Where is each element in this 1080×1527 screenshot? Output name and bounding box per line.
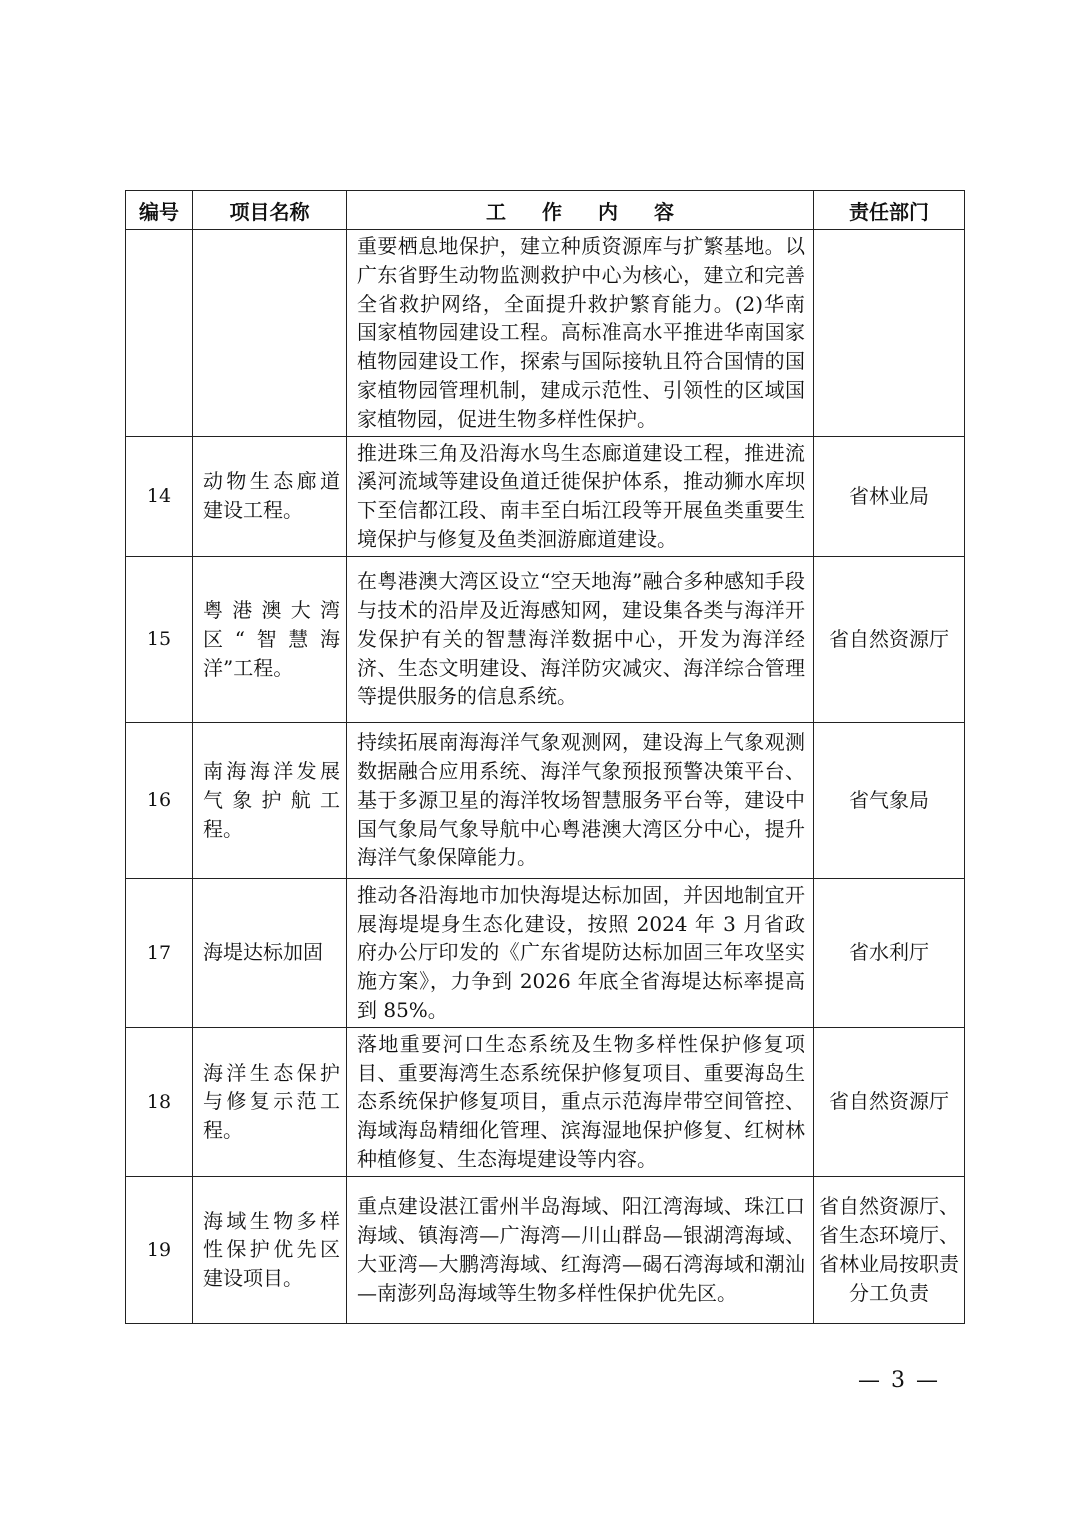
- header-no: 编号: [126, 191, 193, 230]
- table-row: [126, 436, 965, 556]
- row-number: [126, 230, 193, 437]
- header-name: 项目名称: [193, 191, 347, 230]
- row-number: 17: [126, 878, 193, 1027]
- header-content: 工作内容: [347, 191, 814, 230]
- header-dept: 责任部门: [814, 191, 965, 230]
- project-name: 动物生态廊道建设工程。: [193, 436, 347, 556]
- table-row: [126, 1176, 965, 1323]
- project-name: 南海海洋发展气象护航工程。: [193, 722, 347, 878]
- work-content: 重点建设湛江雷州半岛海域、阳江湾海域、珠江口海域、镇海湾—广海湾—川山群岛—银湖湾海域、大亚湾—大鹏湾海域、红海湾—碣石湾海域和潮汕—南澎列岛海域等生物多样性保护优先区。: [347, 1176, 814, 1323]
- project-name: 粤港澳大湾区“智慧海洋”工程。: [193, 556, 347, 722]
- work-content: 推动各沿海地市加快海堤达标加固，并因地制宜开展海堤堤身生态化建设，按照 2024 年 3 月省政府办公厅印发的《广东省堤防达标加固三年攻坚实施方案》，力争到 2026 年底全省海堤达标率提高到 85%。: [347, 878, 814, 1027]
- project-name: 海洋生态保护与修复示范工程。: [193, 1027, 347, 1176]
- responsible-dept: 省水利厅: [814, 878, 965, 1027]
- work-content: 落地重要河口生态系统及生物多样性保护修复项目、重要海湾生态系统保护修复项目、重要海岛生态系统保护修复项目，重点示范海岸带空间管控、海域海岛精细化管理、滨海湿地保护修复、红树林种植修复、生态海堤建设等内容。: [347, 1027, 814, 1176]
- row-number: 18: [126, 1027, 193, 1176]
- work-content: 持续拓展南海海洋气象观测网，建设海上气象观测数据融合应用系统、海洋气象预报预警决策平台、基于多源卫星的海洋牧场智慧服务平台等，建设中国气象局气象导航中心粤港澳大湾区分中心，提升海洋气象保障能力。: [347, 722, 814, 878]
- responsible-dept: 省自然资源厅、省生态环境厅、省林业局按职责分工负责: [814, 1176, 965, 1323]
- row-number: 16: [126, 722, 193, 878]
- responsible-dept: 省自然资源厅: [814, 1027, 965, 1176]
- project-table: [125, 190, 965, 1324]
- row-number: 14: [126, 436, 193, 556]
- page-number: — 3 —: [858, 1368, 940, 1393]
- work-content: 推进珠三角及沿海水鸟生态廊道建设工程，推进流溪河流域等建设鱼道迁徙保护体系，推动狮水库坝下至信都江段、南丰至白垢江段等开展鱼类重要生境保护与修复及鱼类洄游廊道建设。: [347, 436, 814, 556]
- work-content: 重要栖息地保护，建立种质资源库与扩繁基地。以广东省野生动物监测救护中心为核心，建立和完善全省救护网络，全面提升救护繁育能力。(2)华南国家植物园建设工程。高标准高水平推进华南国家植物园建设工作，探索与国际接轨且符合国情的国家植物园管理机制，建成示范性、引领性的区域国家植物园，促进生物多样性保护。: [347, 230, 814, 437]
- work-content: 在粤港澳大湾区设立“空天地海”融合多种感知手段与技术的沿岸及近海感知网，建设集各类与海洋开发保护有关的智慧海洋数据中心，开发为海洋经济、生态文明建设、海洋防灾减灾、海洋综合管理等提供服务的信息系统。: [347, 556, 814, 722]
- table-row: [126, 722, 965, 878]
- project-name: 海域生物多样性保护优先区建设项目。: [193, 1176, 347, 1323]
- project-name: 海堤达标加固: [193, 878, 347, 1027]
- table-row: [126, 556, 965, 722]
- table-row: [126, 878, 965, 1027]
- responsible-dept: [814, 230, 965, 437]
- table-header-row: [126, 191, 965, 230]
- responsible-dept: 省林业局: [814, 436, 965, 556]
- row-number: 19: [126, 1176, 193, 1323]
- project-name: [193, 230, 347, 437]
- table-row: [126, 1027, 965, 1176]
- table-row: [126, 230, 965, 437]
- row-number: 15: [126, 556, 193, 722]
- responsible-dept: 省气象局: [814, 722, 965, 878]
- responsible-dept: 省自然资源厅: [814, 556, 965, 722]
